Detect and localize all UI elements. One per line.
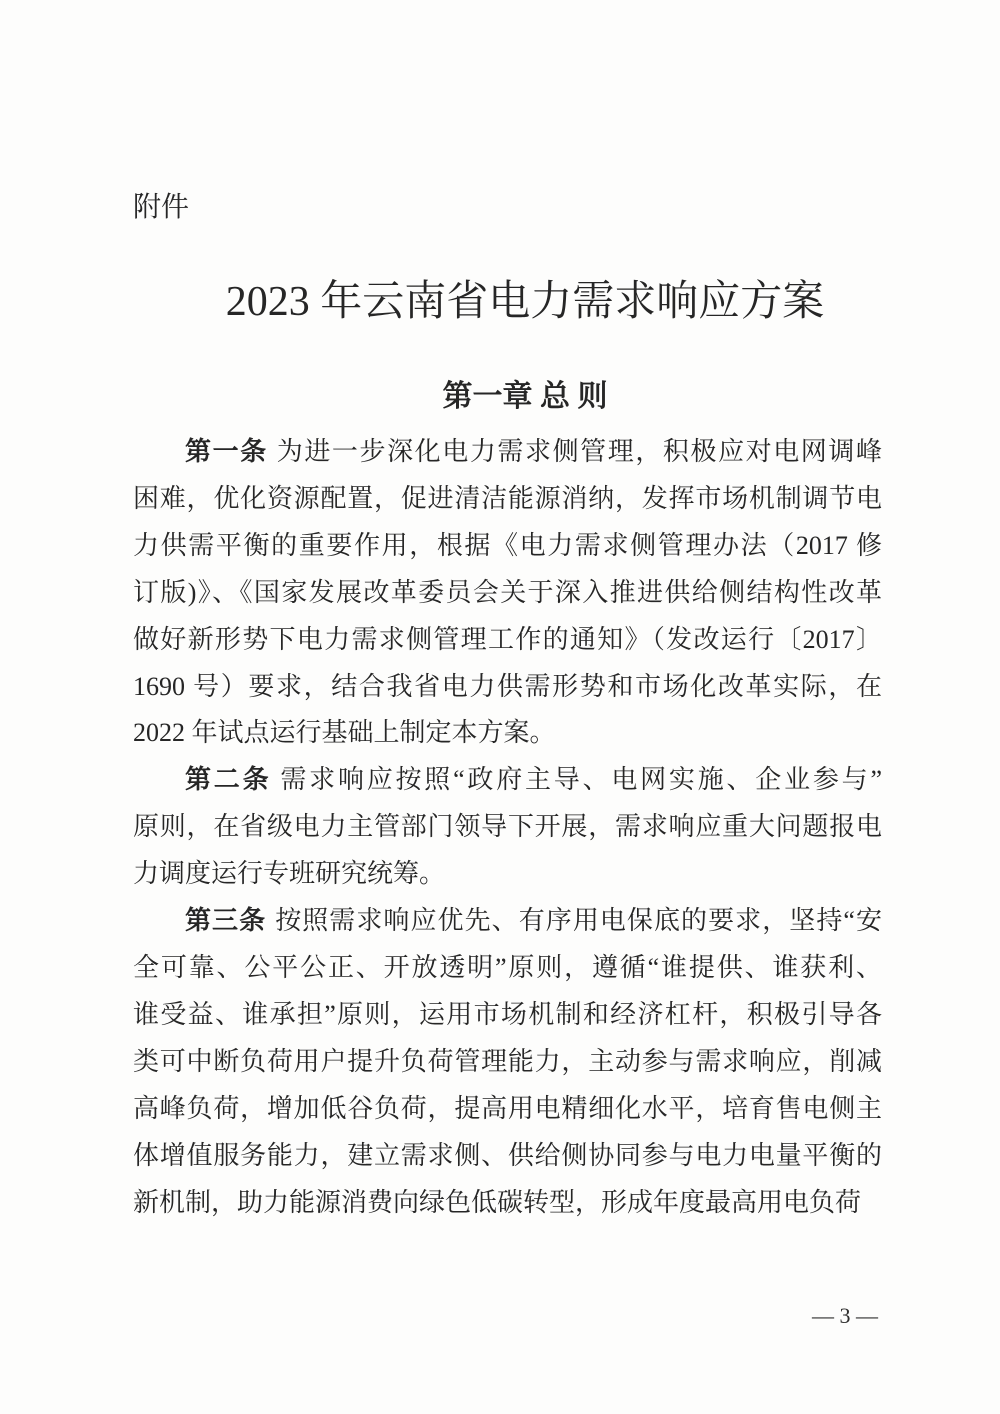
article-label: 第三条 <box>185 906 267 936</box>
text-line: 力调度运行专班研究统筹。 <box>133 859 446 889</box>
text-line: 谁受益、谁承担”原则，运用市场机制和经济杠杆，积极引导各 <box>133 999 882 1029</box>
text-line: 体增值服务能力，建立需求侧、供给侧协同参与电力电量平衡的 <box>133 1140 882 1170</box>
line-text: 为进一步深化电力需求侧管理，积极应对电网调峰 <box>276 437 882 466</box>
text-line: 高峰负荷，增加低谷负荷，提高用电精细化水平，培育售电侧主 <box>133 1093 882 1123</box>
line-text: 按照需求响应优先、有序用电保底的要求，坚持“安 <box>275 906 882 936</box>
article-label: 第一条 <box>185 437 268 466</box>
text-line <box>133 898 882 945</box>
text-line <box>133 429 882 476</box>
page-number: — 3 — <box>812 1303 878 1328</box>
text-line: 新机制，助力能源消费向绿色低碳转型，形成年度最高用电负荷 <box>133 1187 862 1217</box>
text-line: 困难，优化资源配置，促进清洁能源消纳，发挥市场机制调节电 <box>133 483 882 513</box>
text-line: 订版)》、《国家发展改革委员会关于深入推进供给侧结构性改革 <box>133 577 882 607</box>
text-line: 原则，在省级电力主管部门领导下开展，需求响应重大问题报电 <box>133 812 882 842</box>
text-line: 2022 年试点运行基础上制定本方案。 <box>133 718 556 748</box>
chapter-heading: 第一章 总 则 <box>442 380 608 413</box>
line-text: 需求响应按照“政府主导、电网实施、企业参与” <box>280 765 882 795</box>
text-line: 做好新形势下电力需求侧管理工作的通知》（发改运行〔2017〕 <box>133 624 882 654</box>
text-line <box>133 757 882 804</box>
document-title: 2023 年云南省电力需求响应方案 <box>225 279 825 325</box>
text-line: 全可靠、公平公正、开放透明”原则，遵循“谁提供、谁获利、 <box>133 952 882 982</box>
document-body <box>133 429 882 1226</box>
article-paragraph <box>133 429 882 757</box>
article-label: 第二条 <box>185 765 272 795</box>
text-line: 力供需平衡的重要作用，根据《电力需求侧管理办法（2017 修 <box>133 530 882 560</box>
attachment-label: 附件 <box>133 192 190 223</box>
text-line: 1690 号）要求，结合我省电力供需形势和市场化改革实际，在 <box>133 671 882 701</box>
article-paragraph <box>133 757 882 898</box>
text-line: 类可中断负荷用户提升负荷管理能力，主动参与需求响应，削减 <box>133 1046 882 1076</box>
article-paragraph <box>133 898 882 1226</box>
